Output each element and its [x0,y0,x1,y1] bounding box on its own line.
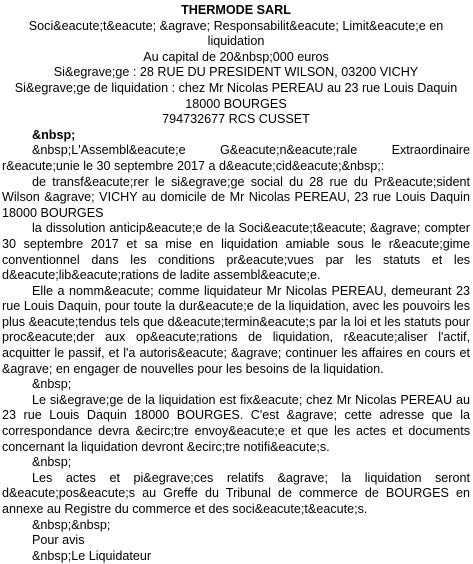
assembly-paragraph: &nbsp;L'Assembl&eacute;e G&eacute;n&eacute;rale Extraordinaire r&eacute;unie le 30 septembre 2017 a d&eacute;cid&eacute;&nbsp;: [2,143,470,173]
closing-signature: &nbsp;Le Liquidateur [32,548,152,563]
closing-pour-avis: Pour avis [32,533,85,548]
spacer-bold: &nbsp; [32,127,76,142]
transfer-paragraph: de transf&eacute;rer le si&egrave;ge social du 28 rue du Pr&eacute;sident Wilson &agrave; VICHY au domicile de Mr Nicolas PEREAU, 23 rue Louis Daquin 18000 BOURGES [2,174,470,220]
share-capital: Au capital de 20&nbsp;000 euros [143,49,329,64]
spacer-3: &nbsp;&nbsp; [32,517,111,532]
liquidation-office-paragraph: Le si&egrave;ge de la liquidation est fix&eacute; chez Mr Nicolas PEREAU au 23 rue Louis Daquin 18000 BOURGES. C'est &agrave; cette adresse que la correspondance devra &ecirc;tre envoy&eacute;e et que les actes et documents concernant la liquidation devront &ecirc;tre notifi&eacute;s. [2,392,470,454]
liquidation-office: Si&egrave;ge de liquidation : chez Mr Nicolas PEREAU au 23 rue Louis Daquin 18000 BOURGES [14,80,458,111]
liquidator-paragraph: Elle a nomm&eacute; comme liquidateur Mr Nicolas PEREAU, demeurant 23 rue Louis Daquin, pour toute la dur&eacute;e de la liquidation, avec les pouvoirs les plus &eacute;tendus tels que d&eacute;termin&eacute;s par la loi et les statuts pour proc&eacute;der aux op&eacute;rations de liquidation, r&eacute;aliser l'actif, acquitter le passif, et l'a autoris&eacute; &agrave; continuer les affaires en cours et &agrave; en engager de nouvelles pour les besoins de la liquidation. [2,283,470,376]
registered-office: Si&egrave;ge : 28 RUE DU PRESIDENT WILSON, 03200 VICHY [53,65,419,80]
spacer-2: &nbsp; [32,455,72,470]
spacer-1: &nbsp; [32,377,72,392]
company-form: Soci&eacute;t&eacute; &agrave; Responsabilit&eacute; Limit&eacute;e en liquidation [28,18,444,49]
deposit-paragraph: Les actes et pi&egrave;ces relatifs &agrave; la liquidation seront d&eacute;pos&eacute;s au Greffe du Tribunal de commerce de BOURGES en annexe au Registre du commerce et des soci&eacute;t&eacute;s. [2,470,470,516]
company-name: THERMODE SARL [181,3,291,17]
dissolution-paragraph: la dissolution anticip&eacute;e de la Soci&eacute;t&eacute; &agrave; compter 30 septembre 2017 et sa mise en liquidation amiable sous le r&eacute;gime conventionnel dans les conditions pr&eacute;vues par les statuts et les d&eacute;lib&eacute;rations de ladite assembl&eacute;e. [2,221,470,283]
rcs-number: 794732677 RCS CUSSET [162,112,310,127]
